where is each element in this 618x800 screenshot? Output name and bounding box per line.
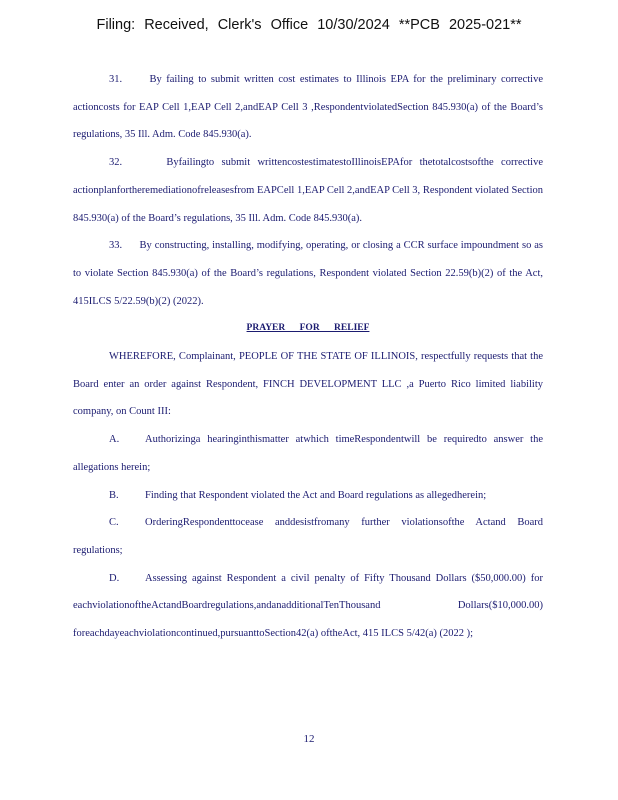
wherefore-paragraph: WHEREFORE, Complainant, PEOPLE OF THE STATE OF ILLINOIS, respectfully requests that the Board enter an order against Respondent, FINCH DEVELOPMENT LLC ,a Puerto Rico limited liability company, on Count III: (73, 351, 543, 418)
paragraph-number: 31. (109, 74, 123, 85)
paragraph-text: Byfailingto submit writtencostestimatestoIllinoisEPAfor thetotalcostsofthe corrective actionplanfortheremediationofreleasesfrom EAPCell 1,EAP Cell 2,andEAP Cell 3, Respondent violated Section 845.930(a) of the Board’s regulations, 35 Ill. Adm. Code 845.930(a). (73, 157, 544, 224)
relief-item-label: A. (109, 434, 120, 446)
paragraph-33 (73, 232, 543, 315)
relief-item-b (73, 482, 543, 510)
relief-item-label: D. (109, 572, 120, 584)
paragraph-32 (73, 149, 543, 232)
relief-item-label: C. (109, 517, 119, 529)
relief-item-text: OrderingRespondenttocease anddesistfromany further violationsofthe Actand Board regulations; (73, 517, 543, 556)
paragraph-text: By constructing, installing, modifying, operating, or closing a CCR surface impoundment so as to violate Section 845.930(a) of the Board’s regulations, Respondent violated Section 22.59(b)(2) of the Act, 415ILCS 5/22.59(b)(2) (2022). (73, 240, 543, 307)
document-body (73, 66, 543, 648)
paragraph-text: By failing to submit written cost estimates to Illinois EPA for the preliminary corrective actioncosts for EAP Cell 1,EAP Cell 2,andEAP Cell 3 ,RespondentviolatedSection 845.930(a) of the Board’s regulations, 35 Ill. Adm. Code 845.930(a). (73, 74, 543, 141)
relief-item-d (73, 565, 543, 648)
relief-item-c (73, 509, 543, 564)
relief-item-a (73, 426, 543, 481)
filing-stamp-header: Filing: Received, Clerk's Office 10/30/2024 **PCB 2025-021** (96, 17, 522, 33)
relief-item-text: Finding that Respondent violated the Act and Board regulations as allegedherein; (145, 489, 487, 501)
relief-item-label: B. (109, 489, 119, 501)
paragraph-31 (73, 66, 543, 149)
paragraph-number: 32. (109, 157, 123, 169)
relief-item-text: Authorizinga hearinginthismatter atwhich timeRespondentwill be requiredto answer the allegations herein; (73, 434, 543, 473)
section-heading: PRAYER FOR RELIEF (246, 323, 370, 334)
relief-item-text: Assessing against Respondent a civil penalty of Fifty Thousand Dollars ($50,000.00) for eachviolationoftheActandBoardregulations,andanadditionalTenThousand Dollars($10,000.00) foreachdayeachviolationcontinued,pursuanttoSection42(a) oftheAct, 415 ILCS 5/42(a) (2022 ); (73, 572, 543, 640)
page-number: 12 (303, 733, 315, 745)
paragraph-number: 33. (109, 240, 123, 252)
